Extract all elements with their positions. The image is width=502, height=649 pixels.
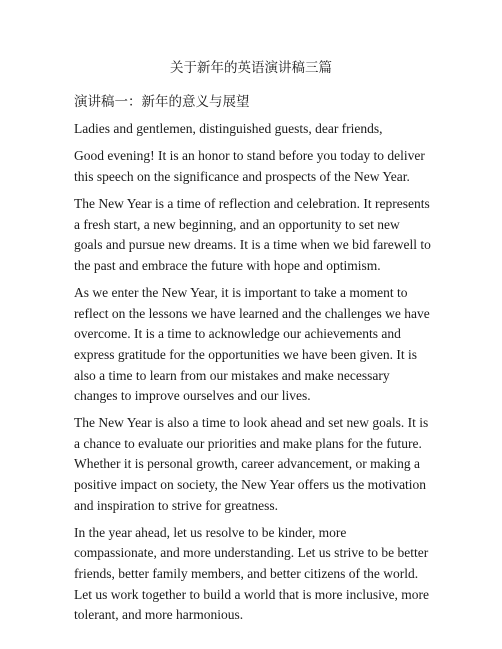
paragraph-resolutions: In the year ahead, let us resolve to be kinder, more compassionate, and more understanding. Let us strive to be better friends, better family members, and better citizens of the world. Let us work together to build a world that is more inclusive, more tolerant, and more harmonious. — [74, 524, 430, 623]
document-title: 关于新年的英语演讲稿三篇 — [170, 60, 332, 75]
paragraph-lessons: As we enter the New Year, it is important to take a moment to reflect on the lessons we have learned and the challenges we have overcome. It is a time to acknowledge our achievements and express gratitude for the opportunities we have been given. It is also a time to learn from our mistakes and make necessary changes to improve ourselves and our lives. — [74, 285, 430, 404]
paragraph-reflection: The New Year is a time of reflection and celebration. It represents a fresh start, a new beginning, and an opportunity to set new goals and pursue new dreams. It is a time when we bid farewell to the past and embrace the future with hope and optimism. — [74, 196, 431, 273]
paragraph-salutation: Ladies and gentlemen, distinguished guests, dear friends, — [74, 121, 383, 137]
document-body — [74, 92, 431, 632]
paragraph-goals: The New Year is also a time to look ahead and set new goals. It is a chance to evaluate our priorities and make plans for the future. Whether it is personal growth, career advancement, or making a positive impact on society, the New Year offers us the motivation and inspiration to strive for greatness. — [74, 415, 429, 513]
paragraph-greeting: Good evening! It is an honor to stand before you today to deliver this speech on the significance and prospects of the New Year. — [74, 148, 425, 184]
speech-subtitle: 演讲稿一：新年的意义与展望 — [74, 94, 250, 109]
